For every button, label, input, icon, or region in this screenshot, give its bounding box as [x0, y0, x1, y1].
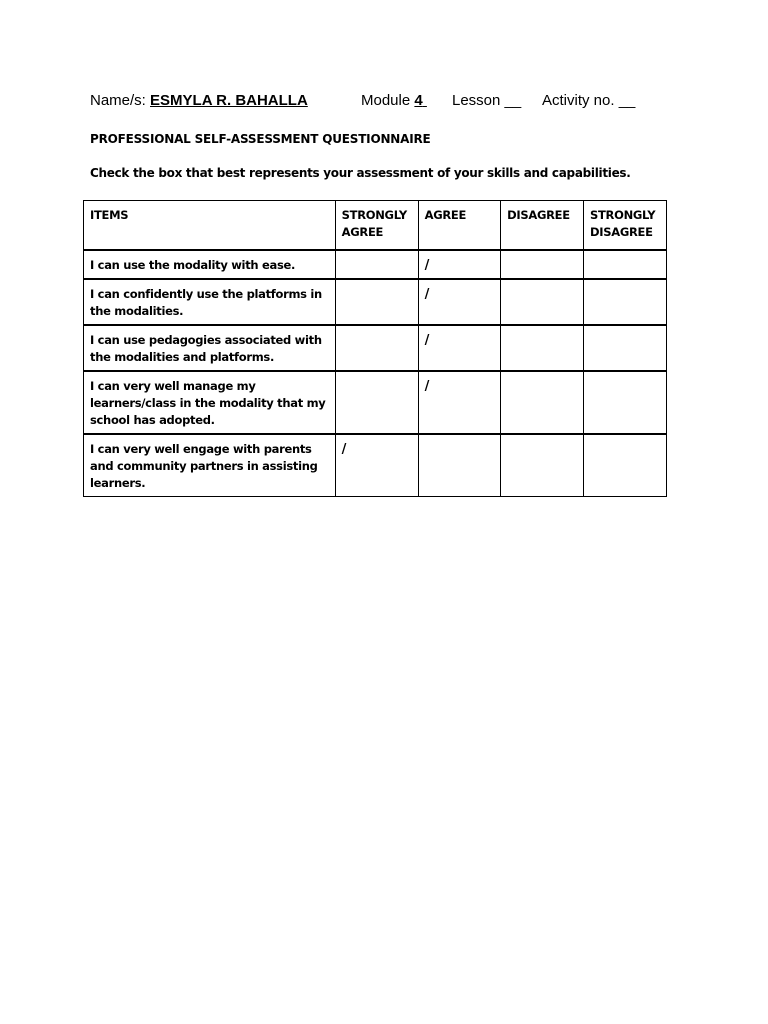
table-row: [84, 279, 667, 325]
activity-field: [542, 92, 635, 109]
name-value: ESMYLA R. BAHALLA: [150, 92, 308, 109]
item-cell: I can very well manage my learners/class in the modality that my school has adopted.: [84, 371, 336, 434]
name-field: [90, 92, 308, 109]
module-field: [361, 92, 427, 109]
checkbox-cell-strongly-disagree[interactable]: [584, 325, 667, 371]
table-row: [84, 325, 667, 371]
checkbox-cell-strongly-agree[interactable]: /: [335, 434, 418, 497]
checkbox-cell-strongly-agree[interactable]: [335, 279, 418, 325]
checkbox-cell-strongly-agree[interactable]: [335, 250, 418, 279]
module-value: 4: [414, 92, 423, 109]
item-cell: I can confidently use the platforms in the modalities.: [84, 279, 336, 325]
activity-label: Activity no.: [542, 92, 615, 109]
instructions-text: Check the box that best represents your assessment of your skills and capabilities.: [90, 166, 631, 180]
checkbox-cell-agree[interactable]: /: [418, 325, 501, 371]
item-cell: I can use pedagogies associated with the modalities and platforms.: [84, 325, 336, 371]
checkbox-cell-strongly-disagree[interactable]: [584, 250, 667, 279]
checkbox-cell-strongly-agree[interactable]: [335, 325, 418, 371]
lesson-label: Lesson: [452, 92, 501, 109]
lesson-field: [452, 92, 521, 109]
item-cell: I can very well engage with parents and community partners in assisting learners.: [84, 434, 336, 497]
checkbox-cell-disagree[interactable]: [501, 434, 584, 497]
item-cell: I can use the modality with ease.: [84, 250, 336, 279]
activity-value: __: [618, 92, 636, 109]
module-label: Module: [361, 92, 411, 109]
table-header-row: [84, 201, 667, 251]
assessment-table: [83, 200, 667, 497]
checkbox-cell-strongly-disagree[interactable]: [584, 279, 667, 325]
checkbox-cell-agree[interactable]: [418, 434, 501, 497]
column-header-disagree: DISAGREE: [501, 201, 584, 251]
checkbox-cell-disagree[interactable]: [501, 279, 584, 325]
checkbox-cell-agree[interactable]: /: [418, 250, 501, 279]
lesson-value: __: [504, 92, 522, 109]
checkbox-cell-disagree[interactable]: [501, 325, 584, 371]
column-header-strongly-agree: STRONGLY AGREE: [335, 201, 418, 251]
table-row: [84, 434, 667, 497]
checkbox-cell-strongly-agree[interactable]: [335, 371, 418, 434]
page-title: PROFESSIONAL SELF-ASSESSMENT QUESTIONNAIRE: [90, 132, 431, 146]
checkbox-cell-strongly-disagree[interactable]: [584, 434, 667, 497]
name-label: Name/s:: [90, 92, 146, 109]
table-row: [84, 250, 667, 279]
checkbox-cell-disagree[interactable]: [501, 250, 584, 279]
table-row: [84, 371, 667, 434]
checkbox-cell-strongly-disagree[interactable]: [584, 371, 667, 434]
column-header-agree: AGREE: [418, 201, 501, 251]
column-header-items: ITEMS: [84, 201, 336, 251]
column-header-strongly-disagree: STRONGLY DISAGREE: [584, 201, 667, 251]
checkbox-cell-agree[interactable]: /: [418, 279, 501, 325]
checkbox-cell-agree[interactable]: /: [418, 371, 501, 434]
checkbox-cell-disagree[interactable]: [501, 371, 584, 434]
